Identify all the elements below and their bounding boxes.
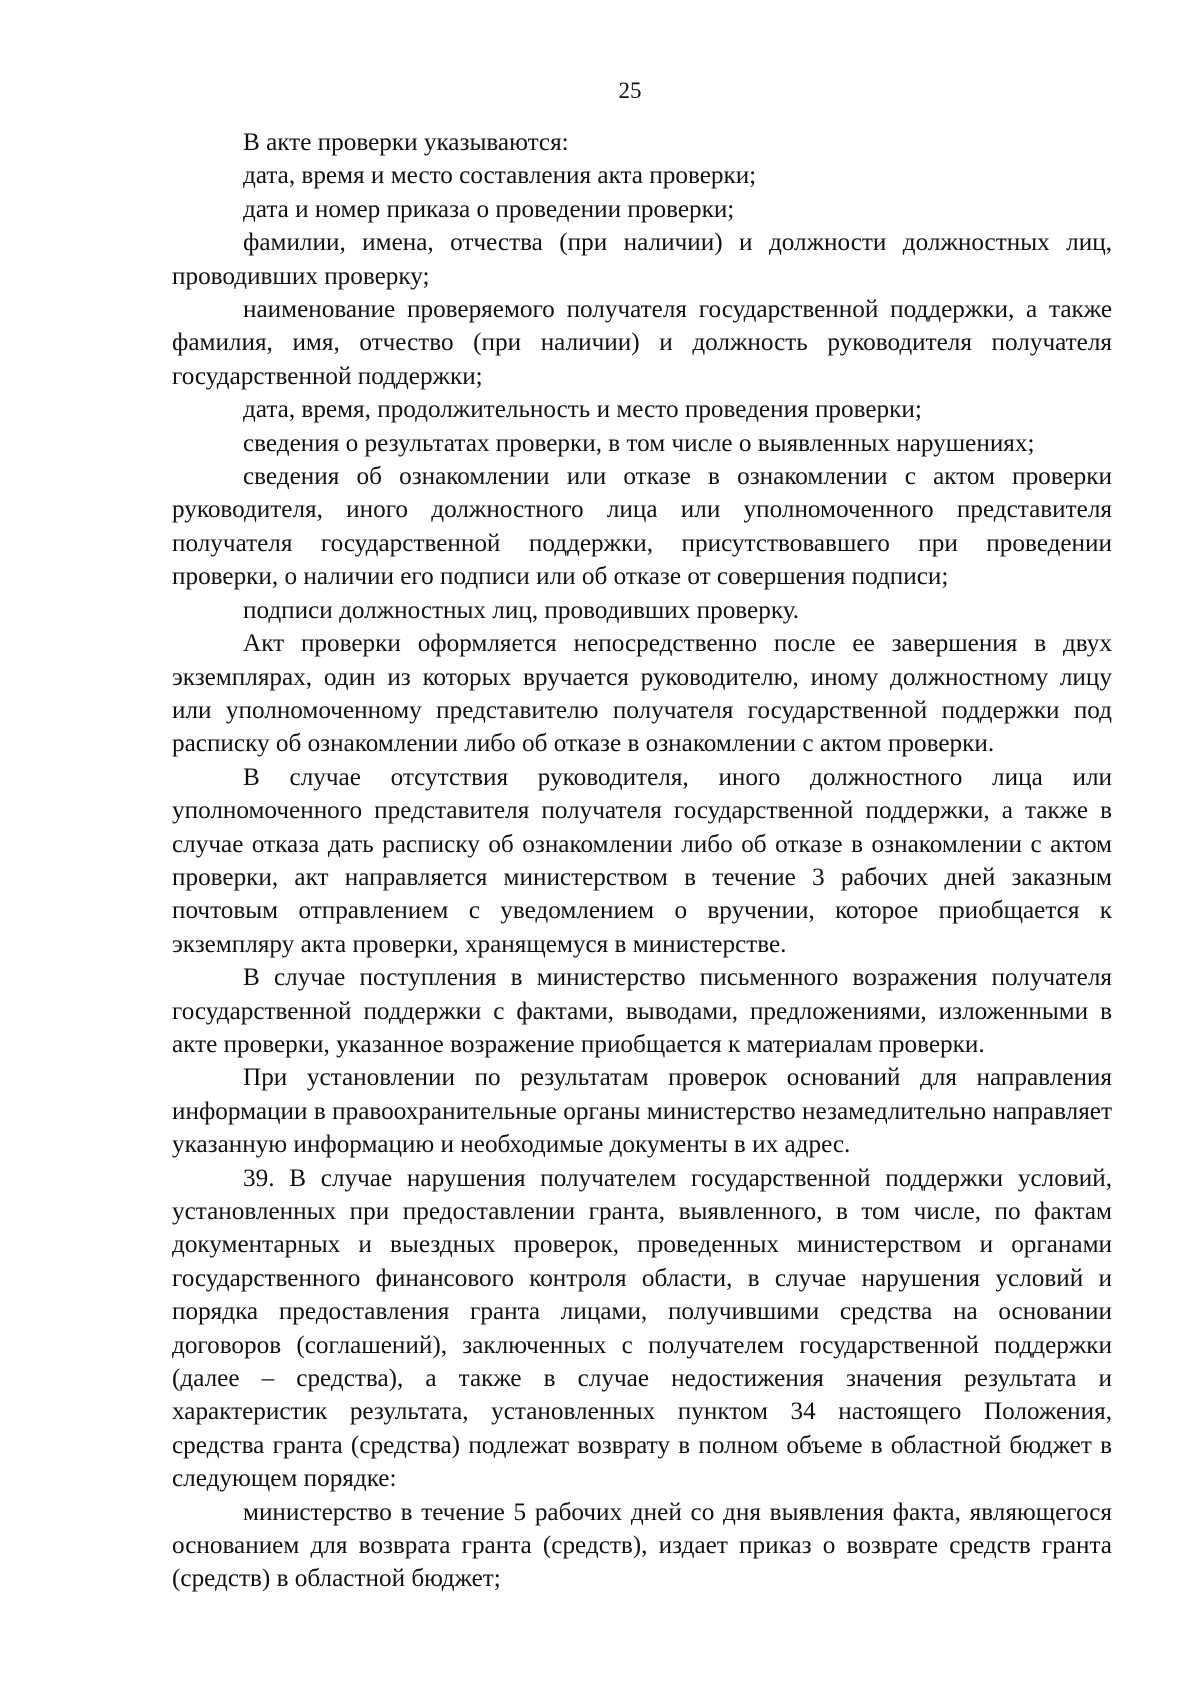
paragraph: наименование проверяемого получателя государственной поддержки, а также фамилия, имя, отчество (при наличии) и должность руководителя получателя государственной поддержки; [172, 296, 1112, 390]
paragraph: министерство в течение 5 рабочих дней со дня выявления факта, являющегося основанием для возврата гранта (средств), издает приказ о возврате средств гранта (средств) в областной бюджет; [172, 1498, 1112, 1593]
paragraph: При установлении по результатам проверок оснований для направления информации в правоохранительные органы министерство незамедлительно направляет указанную информацию и необходимые документы в их адрес. [172, 1064, 1112, 1159]
paragraph: 39. В случае нарушения получателем государственной поддержки условий, установленных при предоставлении гранта, выявленного, в том числе, по фактам документарных и выездных проверок, проведенных министерством и органами государственного финансового контроля области, в случае нарушения условий и порядка предоставления гранта лицами, получившими средства на основании договоров (соглашений), заключенных с получателем государственной поддержки (далее – средства), а также в случае недостижения значения результата и характеристик результата, установленных пунктом 34 настоящего Положения, средства гранта (средства) подлежат возврату в полном объеме в областной бюджет в следующем порядке: [172, 1164, 1112, 1493]
paragraph: сведения об ознакомлении или отказе в ознакомлении с актом проверки руководителя, иного должностного лица или уполномоченного представителя получателя государственной поддержки, присутствовавшего при проведении проверки, о наличии его подписи или об отказе от совершения подписи; [172, 463, 1112, 591]
paragraph: фамилии, имена, отчества (при наличии) и должности должностных лиц, проводивших проверку; [172, 229, 1112, 290]
paragraph: подписи должностных лиц, проводивших проверку. [243, 596, 800, 624]
paragraph: дата, время, продолжительность и место проведения проверки; [243, 396, 922, 424]
paragraph: В случае поступления в министерство письменного возражения получателя государственной поддержки с фактами, выводами, предложениями, изложенными в акте проверки, указанное возражение приобщается к материалам проверки. [172, 964, 1112, 1058]
paragraph: В акте проверки указываются: [243, 129, 569, 156]
paragraph: дата и номер приказа о проведении проверки; [243, 195, 735, 223]
document-body [172, 126, 1112, 1596]
paragraph: сведения о результатах проверки, в том числе о выявленных нарушениях; [243, 429, 1035, 457]
page-number: 25 [618, 78, 642, 103]
paragraph: В случае отсутствия руководителя, иного должностного лица или уполномоченного представителя получателя государственной поддержки, а также в случае отказа дать расписку об ознакомлении либо об отказе в ознакомлении с актом проверки, акт направляется министерством в течение 3 рабочих дней заказным почтовым отправлением с уведомлением о вручении, которое приобщается к экземпляру акта проверки, хранящемуся в министерстве. [172, 763, 1112, 958]
paragraph: дата, время и место составления акта проверки; [243, 162, 757, 190]
paragraph: Акт проверки оформляется непосредственно после ее завершения в двух экземплярах, один из которых вручается руководителю, иному должностному лицу или уполномоченному представителю получателя государственной поддержки под расписку об ознакомлении либо об отказе в ознакомлении с актом проверки. [172, 630, 1112, 758]
